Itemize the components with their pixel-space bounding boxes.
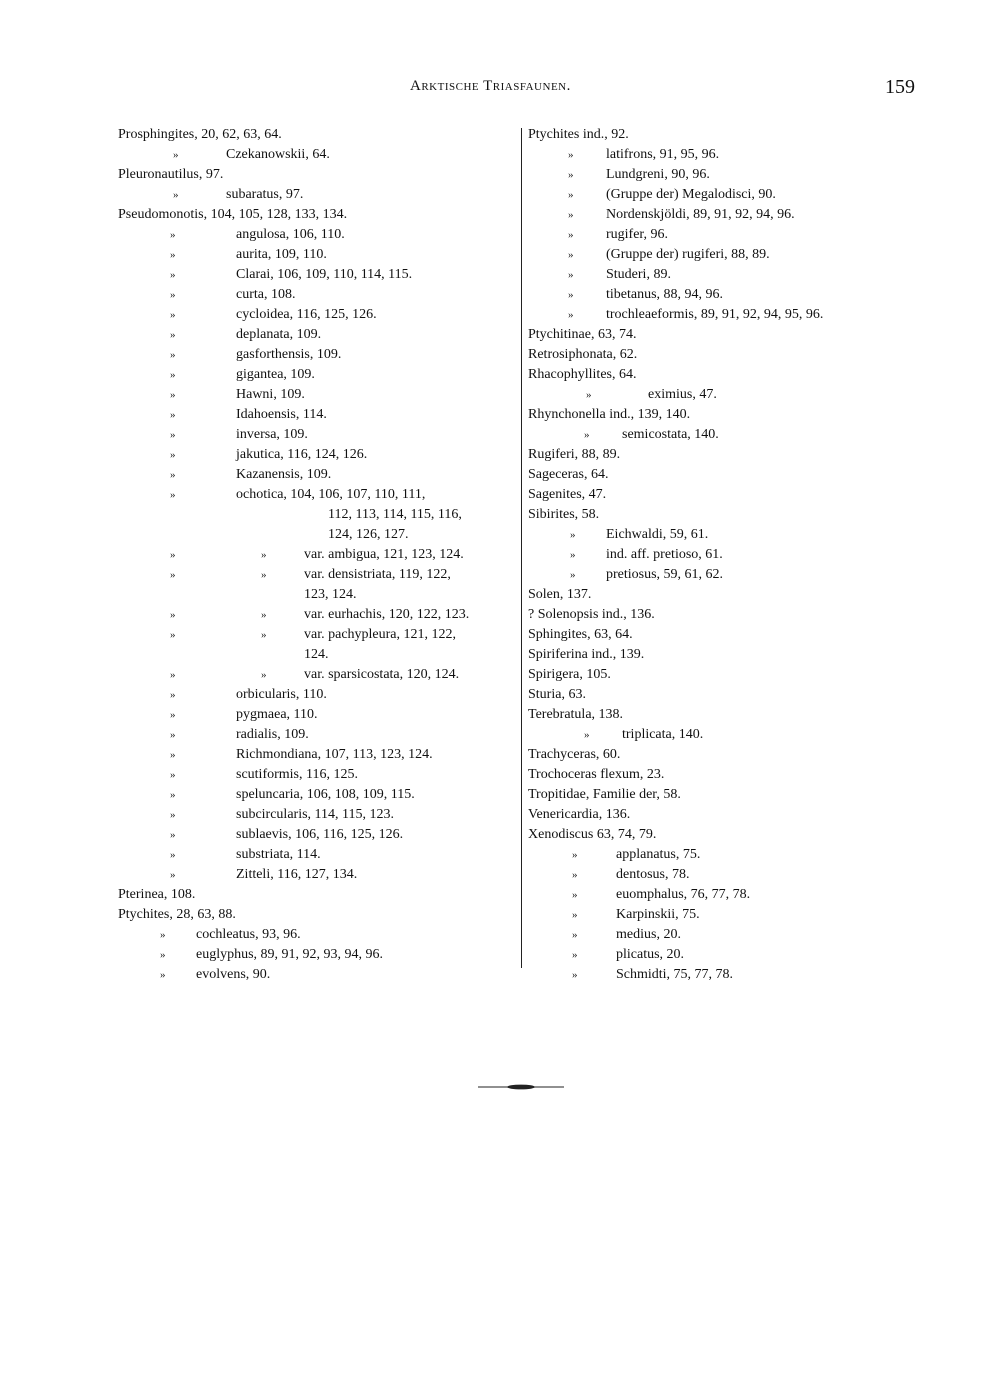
index-entry <box>118 565 518 585</box>
ditto-mark: » <box>568 249 574 261</box>
index-entry-text: applanatus, 75. <box>616 847 701 862</box>
index-entry <box>528 845 928 865</box>
ditto-mark: » <box>170 309 176 321</box>
index-entry <box>118 345 518 365</box>
index-entry-text: speluncaria, 106, 108, 109, 115. <box>236 787 415 802</box>
index-entry <box>118 185 518 205</box>
index-entry-text: cycloidea, 116, 125, 126. <box>236 307 377 322</box>
index-entry-text: Lundgreni, 90, 96. <box>606 167 710 182</box>
index-entry <box>118 145 518 165</box>
index-entry-text: 112, 113, 114, 115, 116, <box>328 507 462 522</box>
ditto-mark: » <box>170 289 176 301</box>
index-entry <box>118 805 518 825</box>
index-entry-text: Ptychites, 28, 63, 88. <box>118 907 236 922</box>
index-entry-text: deplanata, 109. <box>236 327 322 342</box>
index-entry-text: Richmondiana, 107, 113, 123, 124. <box>236 747 433 762</box>
ditto-mark: » <box>170 809 176 821</box>
index-entry-text: Idahoensis, 114. <box>236 407 327 422</box>
index-entry-text: euomphalus, 76, 77, 78. <box>616 887 751 902</box>
ditto-mark: » <box>170 769 176 781</box>
ditto-mark: » <box>160 969 166 981</box>
index-entry-text: Spiriferina ind., 139. <box>528 647 645 662</box>
ditto-mark: » <box>170 249 176 261</box>
index-entry <box>528 185 928 205</box>
index-entry <box>118 885 518 905</box>
index-entry-text: Rhynchonella ind., 139, 140. <box>528 407 691 422</box>
index-entry <box>528 465 928 485</box>
index-entry-text: inversa, 109. <box>236 427 308 442</box>
index-entry <box>528 805 928 825</box>
ditto-mark: » <box>170 689 176 701</box>
ditto-mark: » <box>170 429 176 441</box>
index-entry-text: Ptychites ind., 92. <box>528 127 629 142</box>
ditto-mark: » <box>572 849 578 861</box>
index-entry <box>118 265 518 285</box>
index-entry <box>118 925 518 945</box>
index-entry-text: latifrons, 91, 95, 96. <box>606 147 720 162</box>
index-entry <box>118 125 518 145</box>
index-entry-text: Pleuronautilus, 97. <box>118 167 224 182</box>
index-entry <box>118 225 518 245</box>
index-entry <box>118 505 518 525</box>
index-entry <box>118 245 518 265</box>
ditto-mark: » <box>568 189 574 201</box>
ditto-mark: » <box>568 229 574 241</box>
ditto-mark: » <box>261 569 267 581</box>
index-entry <box>528 125 928 145</box>
index-entry <box>118 365 518 385</box>
index-entry-text: Trochoceras flexum, 23. <box>528 767 665 782</box>
running-head: Arktische Triasfaunen. <box>410 78 571 94</box>
index-entry-text: Ptychitinae, 63, 74. <box>528 327 637 342</box>
index-entry-text: evolvens, 90. <box>196 967 271 982</box>
index-entry-text: subcircularis, 114, 115, 123. <box>236 807 394 822</box>
ditto-mark: » <box>170 329 176 341</box>
index-entry <box>118 625 518 645</box>
index-entry <box>118 465 518 485</box>
ditto-mark: » <box>261 669 267 681</box>
index-entry-text: subaratus, 97. <box>226 187 304 202</box>
ditto-mark: » <box>170 449 176 461</box>
index-entry <box>528 585 928 605</box>
index-entry-text: Pterinea, 108. <box>118 887 196 902</box>
ditto-mark: » <box>170 409 176 421</box>
column-divider <box>521 128 522 968</box>
index-entry <box>118 405 518 425</box>
ditto-mark: » <box>572 869 578 881</box>
index-entry-text: Retrosiphonata, 62. <box>528 347 638 362</box>
index-entry <box>118 705 518 725</box>
ditto-mark: » <box>572 929 578 941</box>
index-entry-text: 124. <box>304 647 329 662</box>
ditto-mark: » <box>170 749 176 761</box>
index-entry <box>528 925 928 945</box>
index-entry-text: gigantea, 109. <box>236 367 315 382</box>
ditto-mark: » <box>570 529 576 541</box>
ditto-mark: » <box>170 389 176 401</box>
ditto-mark: » <box>572 949 578 961</box>
index-entry <box>118 425 518 445</box>
index-entry <box>528 205 928 225</box>
index-entry <box>528 625 928 645</box>
ditto-mark: » <box>170 489 176 501</box>
index-entry <box>118 725 518 745</box>
index-entry-text: Sibirites, 58. <box>528 507 600 522</box>
index-entry-text: ? Solenopsis ind., 136. <box>528 607 655 622</box>
index-entry <box>528 905 928 925</box>
index-entry <box>528 545 928 565</box>
ditto-mark: » <box>586 389 592 401</box>
index-entry-text: radialis, 109. <box>236 727 309 742</box>
index-entry <box>118 305 518 325</box>
index-entry <box>528 725 928 745</box>
index-entry-text: triplicata, 140. <box>622 727 704 742</box>
page-number: 159 <box>885 76 915 98</box>
ditto-mark: » <box>170 669 176 681</box>
index-entry-text: sublaevis, 106, 116, 125, 126. <box>236 827 404 842</box>
index-entry-text: Zitteli, 116, 127, 134. <box>236 867 358 882</box>
ditto-mark: » <box>170 849 176 861</box>
index-entry-text: orbicularis, 110. <box>236 687 327 702</box>
index-entry <box>528 785 928 805</box>
ditto-mark: » <box>568 149 574 161</box>
index-entry-text: 124, 126, 127. <box>328 527 409 542</box>
ditto-mark: » <box>170 369 176 381</box>
index-entry <box>528 405 928 425</box>
index-entry-text: substriata, 114. <box>236 847 321 862</box>
ditto-mark: » <box>570 549 576 561</box>
index-entry <box>118 845 518 865</box>
index-entry-text: gasforthensis, 109. <box>236 347 342 362</box>
index-entry <box>528 965 928 985</box>
index-entry-text: pygmaea, 110. <box>236 707 318 722</box>
index-entry-text: semicostata, 140. <box>622 427 719 442</box>
index-entry-text: Clarai, 106, 109, 110, 114, 115. <box>236 267 413 282</box>
index-entry-text: Nordenskjöldi, 89, 91, 92, 94, 96. <box>606 207 795 222</box>
index-entry <box>528 705 928 725</box>
ditto-mark: » <box>568 309 574 321</box>
index-entry <box>118 205 518 225</box>
index-entry <box>528 885 928 905</box>
ditto-mark: » <box>261 549 267 561</box>
index-entry <box>528 425 928 445</box>
ditto-mark: » <box>570 569 576 581</box>
ditto-mark: » <box>568 289 574 301</box>
index-entry-text: var. sparsicostata, 120, 124. <box>304 667 460 682</box>
ditto-mark: » <box>572 909 578 921</box>
ditto-mark: » <box>173 149 179 161</box>
index-entry <box>528 665 928 685</box>
index-entry-text: Pseudomonotis, 104, 105, 128, 133, 134. <box>118 207 348 222</box>
ditto-mark: » <box>160 949 166 961</box>
index-entry <box>118 285 518 305</box>
index-entry-text: Spirigera, 105. <box>528 667 611 682</box>
index-entry <box>118 485 518 505</box>
index-entry-text: Xenodiscus 63, 74, 79. <box>528 827 657 842</box>
ditto-mark: » <box>160 929 166 941</box>
index-entry-text: ochotica, 104, 106, 107, 110, 111, <box>236 487 426 502</box>
index-entry-text: Kazanensis, 109. <box>236 467 332 482</box>
index-entry <box>118 325 518 345</box>
index-entry-text: Schmidti, 75, 77, 78. <box>616 967 734 982</box>
index-entry <box>528 525 928 545</box>
index-entry <box>118 545 518 565</box>
index-entry-text: ind. aff. pretioso, 61. <box>606 547 723 562</box>
index-entry <box>118 765 518 785</box>
index-entry <box>118 165 518 185</box>
index-entry-text: Trachyceras, 60. <box>528 747 621 762</box>
ditto-mark: » <box>170 549 176 561</box>
end-ornament <box>478 1084 564 1090</box>
index-entry <box>528 505 928 525</box>
ditto-mark: » <box>572 889 578 901</box>
index-entry <box>118 865 518 885</box>
index-entry-text: tibetanus, 88, 94, 96. <box>606 287 724 302</box>
index-entry <box>118 905 518 925</box>
index-entry-text: (Gruppe der) rugiferi, 88, 89. <box>606 247 770 262</box>
index-entry <box>528 285 928 305</box>
index-entry-text: var. ambigua, 121, 123, 124. <box>304 547 464 562</box>
ditto-mark: » <box>170 869 176 881</box>
ditto-mark: » <box>170 269 176 281</box>
ditto-mark: » <box>170 729 176 741</box>
ditto-mark: » <box>170 229 176 241</box>
index-entry-text: 123, 124. <box>304 587 357 602</box>
index-entry-text: Sageceras, 64. <box>528 467 609 482</box>
index-entry <box>528 245 928 265</box>
index-column-left <box>118 125 518 985</box>
index-entry-text: var. densistriata, 119, 122, <box>304 567 451 582</box>
ditto-mark: » <box>170 829 176 841</box>
index-entry <box>118 605 518 625</box>
index-entry-text: Studeri, 89. <box>606 267 671 282</box>
index-entry <box>118 785 518 805</box>
index-entry-text: Solen, 137. <box>528 587 592 602</box>
index-entry <box>118 445 518 465</box>
index-entry-text: Sagenites, 47. <box>528 487 607 502</box>
ditto-mark: » <box>170 569 176 581</box>
ditto-mark: » <box>584 729 590 741</box>
index-entry-text: jakutica, 116, 124, 126. <box>236 447 368 462</box>
index-entry-text: Karpinskii, 75. <box>616 907 700 922</box>
index-entry-text: angulosa, 106, 110. <box>236 227 345 242</box>
index-entry-text: Hawni, 109. <box>236 387 305 402</box>
index-entry-text: (Gruppe der) Megalodisci, 90. <box>606 187 776 202</box>
index-entry <box>118 945 518 965</box>
index-entry <box>118 385 518 405</box>
index-entry-text: Sphingites, 63, 64. <box>528 627 633 642</box>
index-entry-text: var. pachypleura, 121, 122, <box>304 627 457 642</box>
index-entry <box>528 385 928 405</box>
index-entry-text: Rhacophyllites, 64. <box>528 367 637 382</box>
index-entry <box>118 965 518 985</box>
index-entry-text: Sturia, 63. <box>528 687 586 702</box>
index-entry-text: plicatus, 20. <box>616 947 685 962</box>
index-entry <box>528 645 928 665</box>
ditto-mark: » <box>170 609 176 621</box>
index-column-right <box>528 125 928 985</box>
ditto-mark: » <box>568 269 574 281</box>
index-entry <box>528 865 928 885</box>
index-entry <box>528 825 928 845</box>
ditto-mark: » <box>261 629 267 641</box>
index-entry-text: Tropitidae, Familie der, 58. <box>528 787 681 802</box>
index-entry <box>118 525 518 545</box>
ditto-mark: » <box>170 629 176 641</box>
index-entry <box>528 765 928 785</box>
index-entry-text: aurita, 109, 110. <box>236 247 327 262</box>
index-entry-text: Czekanowskii, 64. <box>226 147 330 162</box>
ditto-mark: » <box>261 609 267 621</box>
ditto-mark: » <box>584 429 590 441</box>
ditto-mark: » <box>170 709 176 721</box>
index-entry <box>118 685 518 705</box>
index-entry <box>528 225 928 245</box>
index-entry-text: Venericardia, 136. <box>528 807 631 822</box>
ditto-mark: » <box>170 349 176 361</box>
index-entry <box>528 565 928 585</box>
index-entry <box>118 745 518 765</box>
index-entry-text: trochleaeformis, 89, 91, 92, 94, 95, 96. <box>606 307 824 322</box>
ditto-mark: » <box>568 209 574 221</box>
index-entry <box>118 645 518 665</box>
index-entry <box>528 145 928 165</box>
ditto-mark: » <box>170 789 176 801</box>
index-entry-text: euglyphus, 89, 91, 92, 93, 94, 96. <box>196 947 384 962</box>
index-entry <box>528 305 928 325</box>
index-entry <box>528 165 928 185</box>
index-entry-text: Prosphingites, 20, 62, 63, 64. <box>118 127 282 142</box>
index-entry <box>528 685 928 705</box>
index-entry <box>118 825 518 845</box>
index-entry <box>528 485 928 505</box>
index-entry <box>528 445 928 465</box>
index-entry-text: eximius, 47. <box>648 387 717 402</box>
index-entry <box>528 365 928 385</box>
ditto-mark: » <box>173 189 179 201</box>
index-entry-text: dentosus, 78. <box>616 867 690 882</box>
index-entry-text: Rugiferi, 88, 89. <box>528 447 621 462</box>
index-entry <box>528 325 928 345</box>
index-entry-text: pretiosus, 59, 61, 62. <box>606 567 724 582</box>
index-entry <box>528 745 928 765</box>
index-entry-text: var. eurhachis, 120, 122, 123. <box>304 607 470 622</box>
index-entry <box>118 585 518 605</box>
index-entry-text: curta, 108. <box>236 287 296 302</box>
ditto-mark: » <box>568 169 574 181</box>
ditto-mark: » <box>170 469 176 481</box>
ditto-mark: » <box>572 969 578 981</box>
index-entry <box>528 345 928 365</box>
index-entry <box>118 665 518 685</box>
index-entry <box>528 945 928 965</box>
index-entry-text: scutiformis, 116, 125. <box>236 767 358 782</box>
index-entry-text: cochleatus, 93, 96. <box>196 927 301 942</box>
index-entry <box>528 605 928 625</box>
index-entry <box>528 265 928 285</box>
index-entry-text: Terebratula, 138. <box>528 707 624 722</box>
index-entry-text: rugifer, 96. <box>606 227 669 242</box>
index-entry-text: Eichwaldi, 59, 61. <box>606 527 709 542</box>
index-entry-text: medius, 20. <box>616 927 681 942</box>
